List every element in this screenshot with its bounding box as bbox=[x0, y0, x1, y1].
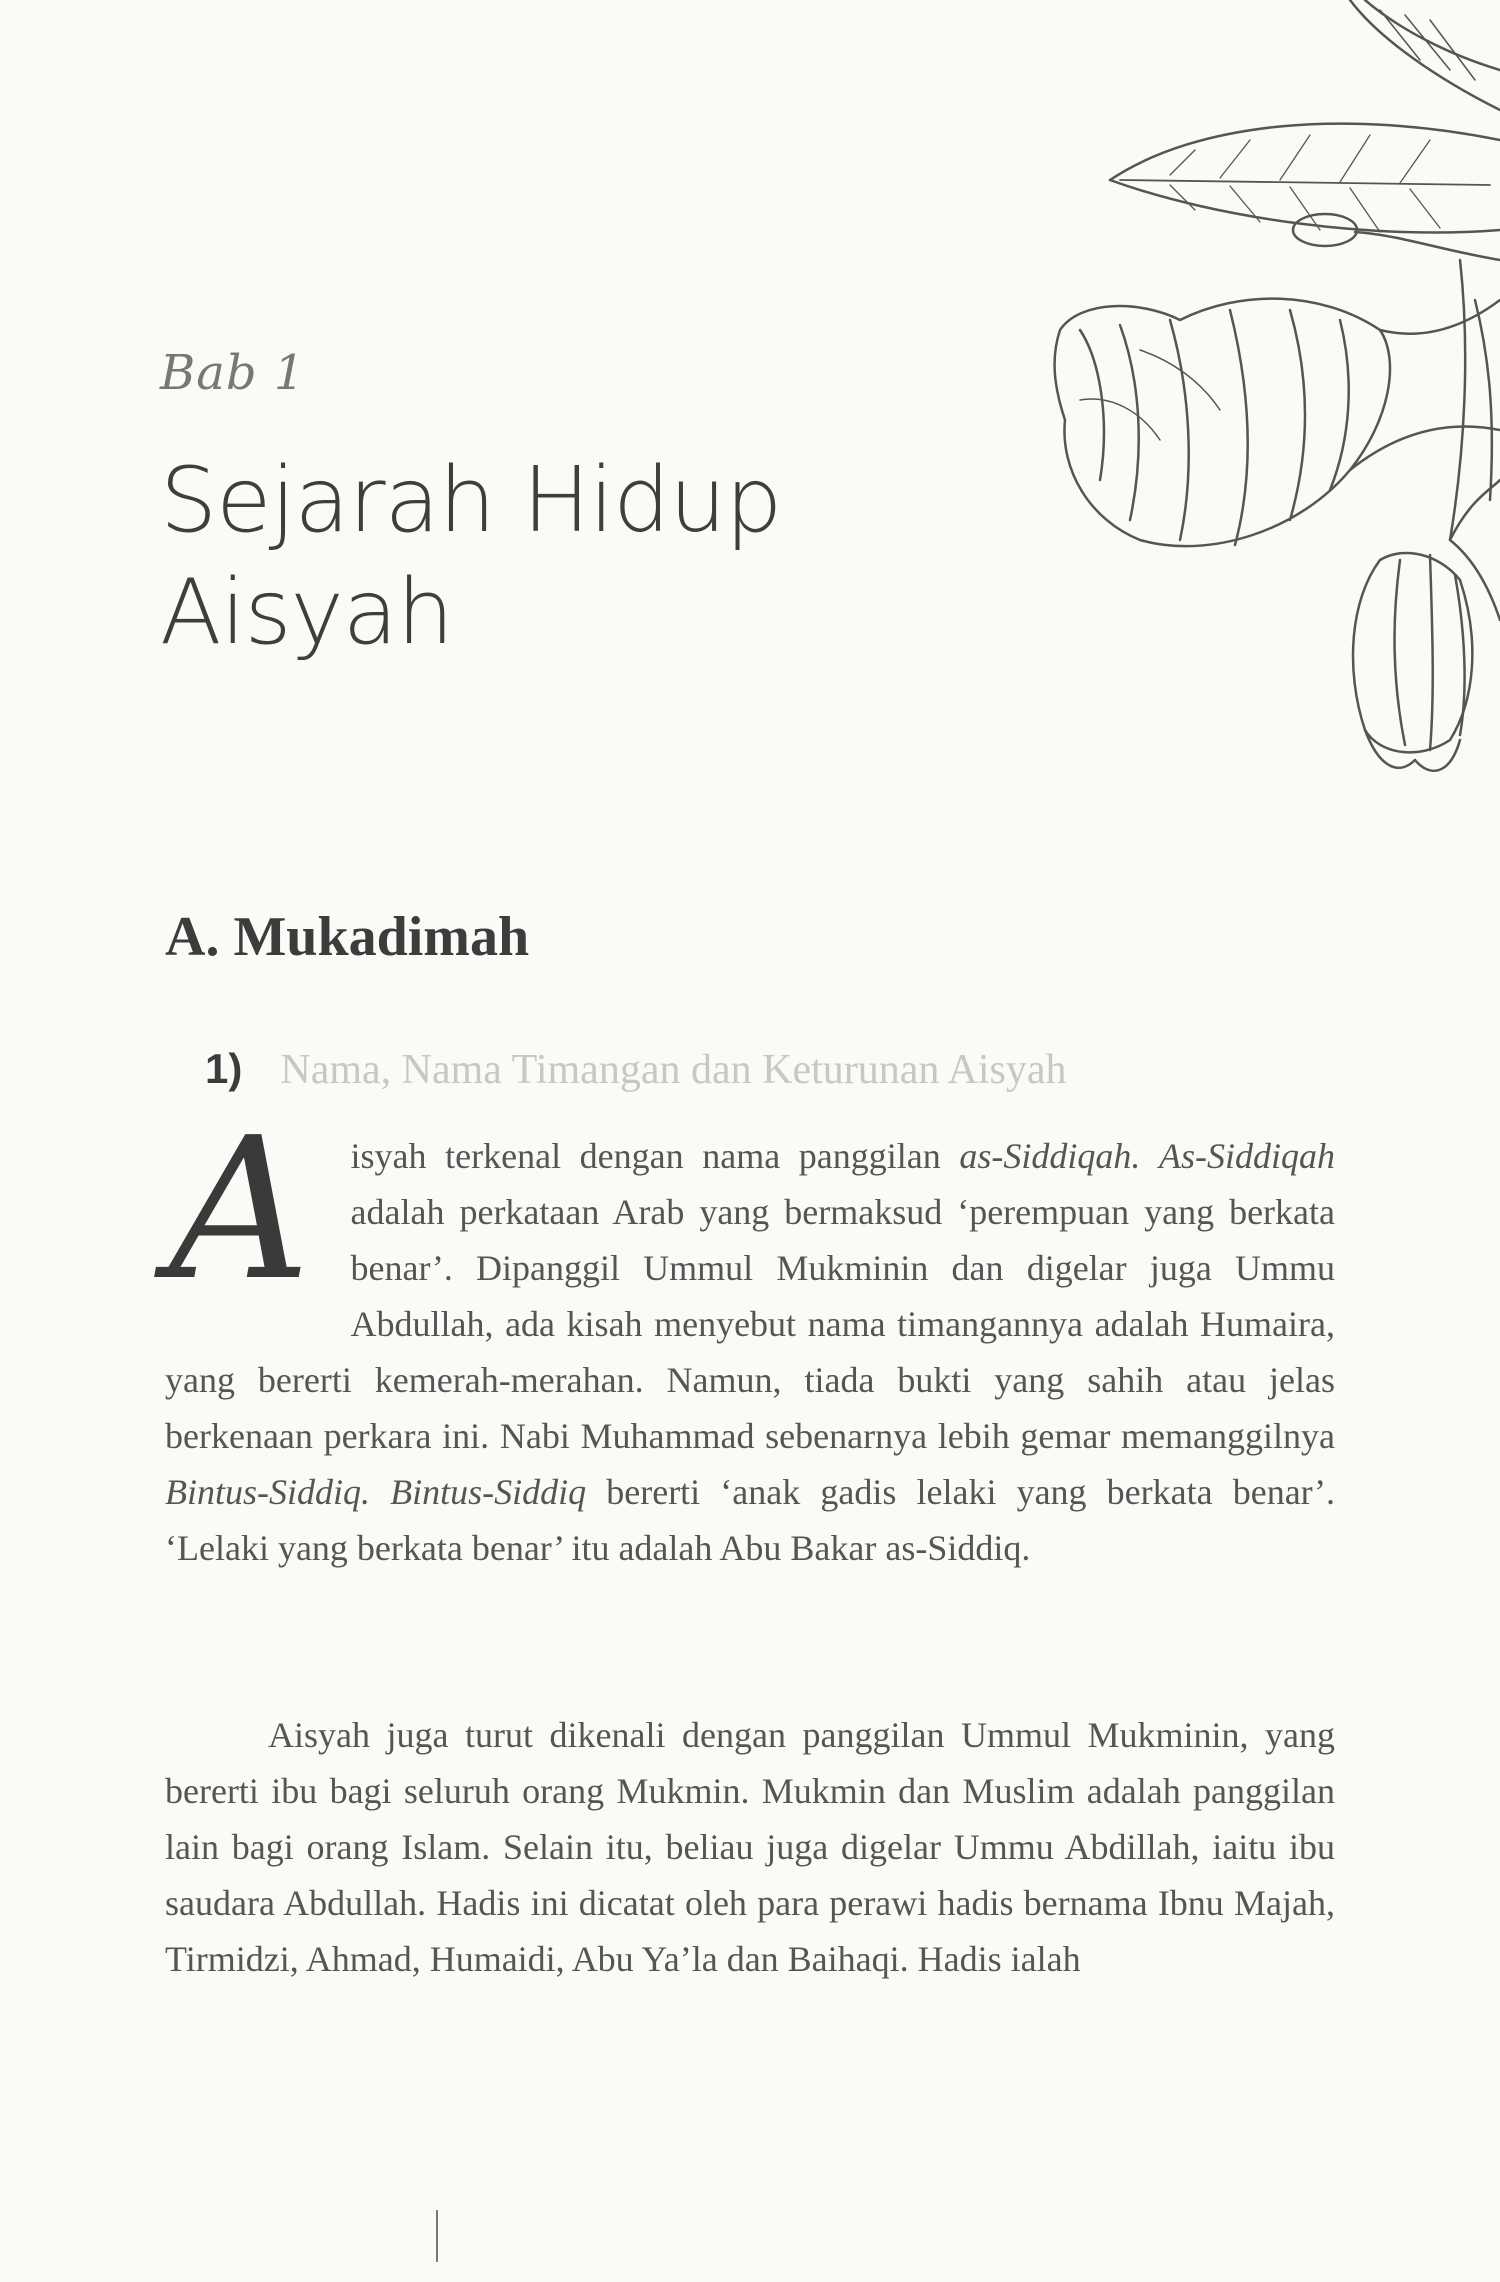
paragraph-1 bbox=[165, 1096, 1336, 1576]
paragraph-1-text-c: bererti ‘anak gadis lelaki yang berkata benar’. ‘Lelaki yang berkata benar’ itu adalah Abu Bakar as-Siddiq. bbox=[165, 1472, 1335, 1568]
chapter-title-line-1: Sejarah Hidup bbox=[160, 448, 782, 553]
chapter-label: Bab 1 bbox=[160, 345, 306, 401]
chapter-title bbox=[160, 445, 1060, 669]
term-as-siddiqah-1: as-Siddiqah. bbox=[959, 1136, 1141, 1176]
term-bintus-siddiq-2: Bintus-Siddiq bbox=[390, 1472, 587, 1512]
subsection-number: 1) bbox=[205, 1045, 243, 1092]
section-heading: A. Mukadimah bbox=[165, 906, 530, 968]
paragraph-1-text-a: isyah terkenal dengan nama panggilan bbox=[350, 1136, 960, 1176]
flower-illustration bbox=[1020, 0, 1500, 780]
subsection-heading bbox=[205, 1045, 1067, 1094]
term-as-siddiqah-2: As-Siddiqah bbox=[1159, 1136, 1336, 1176]
paragraph-1-text-b: adalah perkataan Arab yang bermaksud ‘perempuan yang berkata benar’. Dipanggil Ummul Mukminin dan digelar juga Ummu Abdullah, ada kisah menyebut nama timangannya adalah Humaira, yang bererti kemerah-merahan. Namun, tiada bukti yang sahih atau jelas berkenaan perkara ini. Nabi Muhammad sebenarnya lebih gemar memanggilnya bbox=[165, 1192, 1335, 1456]
gutter-mark bbox=[436, 2210, 438, 2262]
paragraph-2: Aisyah juga turut dikenali dengan panggilan Ummul Mukminin, yang bererti ibu bagi seluruh orang Mukmin. Mukmin dan Muslim adalah panggilan lain bagi orang Islam. Selain itu, beliau juga digelar Ummu Abdillah, iaitu ibu saudara Abdullah. Hadis ini dicatat oleh para perawi hadis bernama Ibnu Majah, Tirmidzi, Ahmad, Humaidi, Abu Ya’la dan Baihaqi. Hadis ialah bbox=[165, 1715, 1335, 1979]
chapter-title-line-2: Aisyah bbox=[160, 560, 453, 665]
subsection-title: Nama, Nama Timangan dan Keturunan Aisyah bbox=[280, 1047, 1067, 1093]
term-bintus-siddiq-1: Bintus-Siddiq. bbox=[165, 1472, 370, 1512]
drop-cap: A bbox=[169, 1096, 311, 1324]
